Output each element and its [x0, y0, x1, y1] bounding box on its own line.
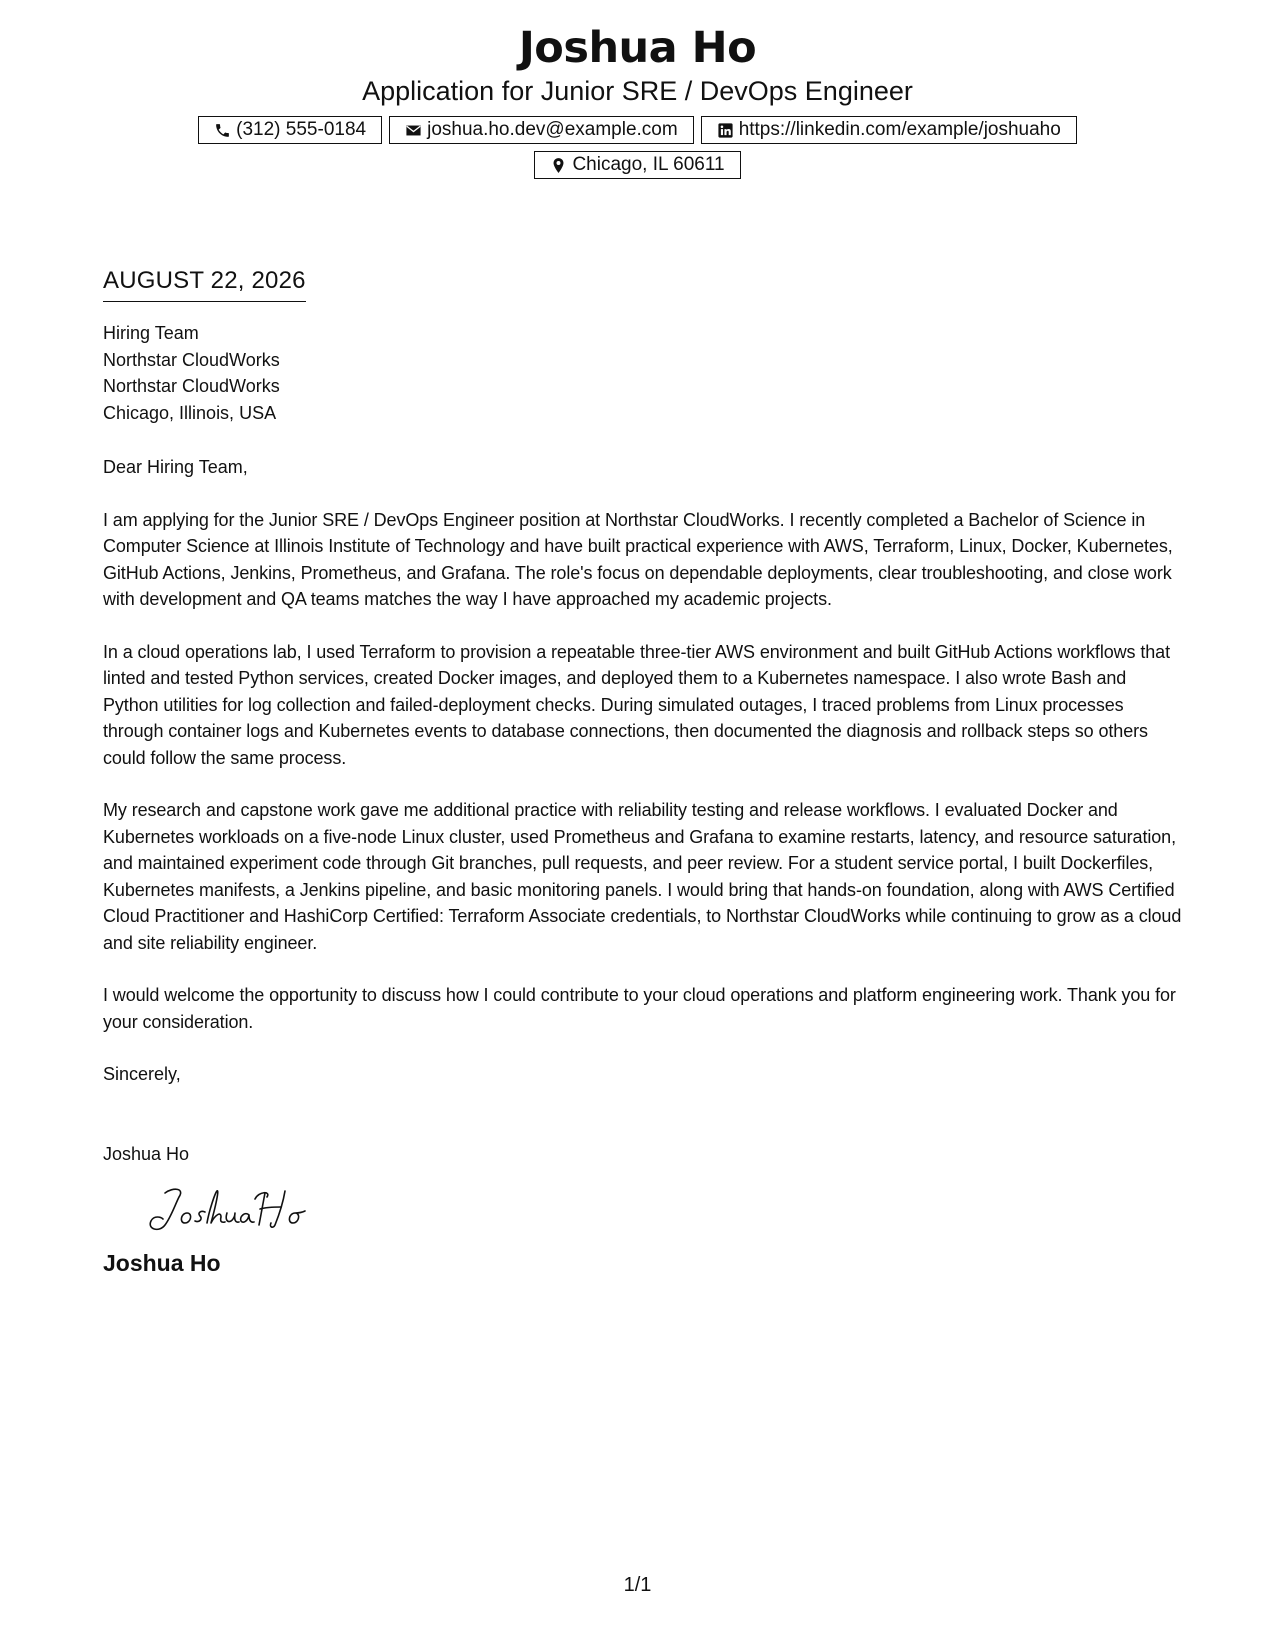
recipient-line: Northstar CloudWorks — [103, 349, 280, 370]
linkedin-icon — [717, 122, 734, 139]
letter-body — [103, 265, 1183, 1278]
recipient-line: Hiring Team — [103, 323, 199, 343]
contact-row-location — [0, 151, 1275, 179]
recipient-block — [103, 320, 1183, 426]
envelope-icon — [405, 122, 422, 139]
body-paragraph: In a cloud operations lab, I used Terraform to provision a repeatable three-tier AWS environment and built GitHub Actions workflows that linted and tested Python services, created Docker images, and deployed them to a Kubernetes namespace. I also wrote Bash and Python utilities for log collection and failed-deployment checks. During simulated outages, I traced problems from Linux processes through container logs and Kubernetes events to database connections, then documented the diagnosis and rollback steps so others could follow the same process. — [103, 641, 1170, 768]
location-text: Chicago, IL 60611 — [572, 154, 725, 175]
recipient-line: Northstar CloudWorks — [103, 376, 280, 396]
recipient-line: Chicago, Illinois, USA — [103, 402, 277, 423]
email-contact[interactable] — [389, 116, 694, 144]
applicant-name: Joshua Ho — [518, 23, 757, 73]
phone-icon — [214, 122, 231, 139]
linkedin-url: https://linkedin.com/example/joshuaho — [738, 119, 1061, 140]
phone-contact[interactable] — [198, 116, 382, 144]
body-paragraph: I am applying for the Junior SRE / DevOps Engineer position at Northstar CloudWorks. I recently completed a Bachelor of Science in Computer Science at Illinois Institute of Technology and have built practical experience with AWS, Terraform, Linux, Docker, Kubernetes, GitHub Actions, Jenkins, Prometheus, and Grafana. The role's focus on dependable deployments, clear troubleshooting, and close work with development and QA teams matches the way I have approached my academic projects. — [103, 509, 1173, 609]
page-number: 1/1 — [623, 1574, 652, 1596]
salutation: Dear Hiring Team, — [103, 457, 248, 477]
map-pin-icon — [550, 157, 567, 174]
letter-header — [0, 22, 1275, 179]
signature-name: Joshua Ho — [103, 1250, 221, 1276]
contact-row — [0, 116, 1275, 144]
letter-date: AUGUST 22, 2026 — [103, 265, 306, 302]
phone-number: (312) 555-0184 — [236, 119, 367, 140]
handwritten-signature — [143, 1179, 343, 1239]
typed-name: Joshua Ho — [103, 1143, 190, 1164]
closing: Sincerely, — [103, 1064, 181, 1084]
location-contact — [534, 151, 740, 179]
body-paragraph: I would welcome the opportunity to discuss how I could contribute to your cloud operations and platform engineering work. Thank you for your consideration. — [103, 985, 1176, 1032]
linkedin-contact[interactable] — [701, 116, 1077, 144]
email-address: joshua.ho.dev@example.com — [427, 119, 678, 140]
application-subtitle: Application for Junior SRE / DevOps Engineer — [362, 76, 913, 106]
body-paragraph: My research and capstone work gave me additional practice with reliability testing and release workflows. I evaluated Docker and Kubernetes workloads on a five-node Linux cluster, used Prometheus and Grafana to examine restarts, latency, and resource saturation, and maintained experiment code through Git branches, pull requests, and peer review. For a student service portal, I built Dockerfiles, Kubernetes manifests, a Jenkins pipeline, and basic monitoring panels. I would bring that hands-on foundation, along with AWS Certified Cloud Practitioner and HashiCorp Certified: Terraform Associate credentials, to Northstar CloudWorks while continuing to grow as a cloud and site reliability engineer. — [103, 800, 1182, 953]
